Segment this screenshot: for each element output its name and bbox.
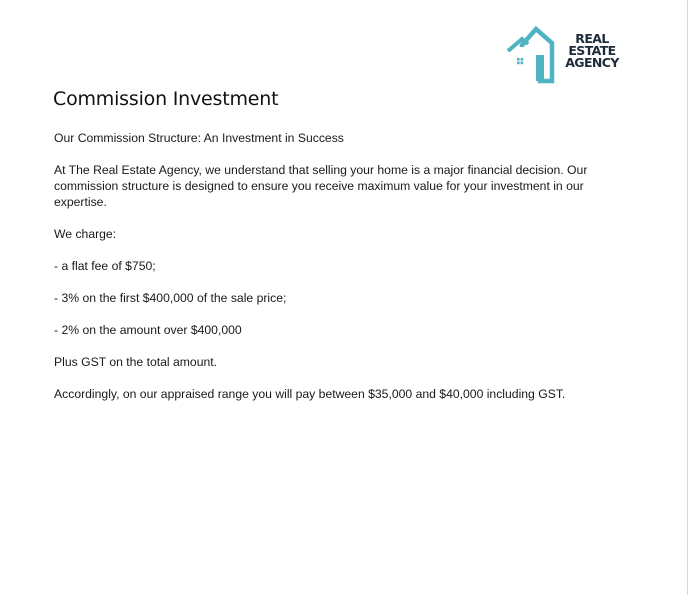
summary-paragraph: Accordingly, on our appraised range you will pay between $35,000 and $40,000 including GST. bbox=[54, 387, 566, 401]
charge-heading: We charge: bbox=[54, 227, 117, 241]
page-title: Commission Investment bbox=[53, 88, 279, 110]
logo-line-agency: AGENCY bbox=[565, 55, 619, 70]
list-item: - 3% on the first $400,000 of the sale price; bbox=[54, 291, 287, 305]
intro-paragraph: At The Real Estate Agency, we understand that selling your home is a major financial decision. Our commission structure is designed to ensure you receive maximum value for your investment in our expertise. bbox=[54, 163, 588, 209]
logo-line-real: REAL bbox=[575, 31, 609, 46]
house-icon bbox=[506, 25, 566, 85]
logo-wordmark bbox=[562, 33, 622, 69]
subtitle: Our Commission Structure: An Investment in Success bbox=[54, 131, 344, 145]
document-body bbox=[54, 130, 614, 418]
list-item: - 2% on the amount over $400,000 bbox=[54, 323, 242, 337]
list-item: - a flat fee of $750; bbox=[54, 259, 156, 273]
gst-note: Plus GST on the total amount. bbox=[54, 355, 218, 369]
company-logo bbox=[506, 25, 624, 85]
logo-line-estate: ESTATE bbox=[568, 43, 616, 58]
